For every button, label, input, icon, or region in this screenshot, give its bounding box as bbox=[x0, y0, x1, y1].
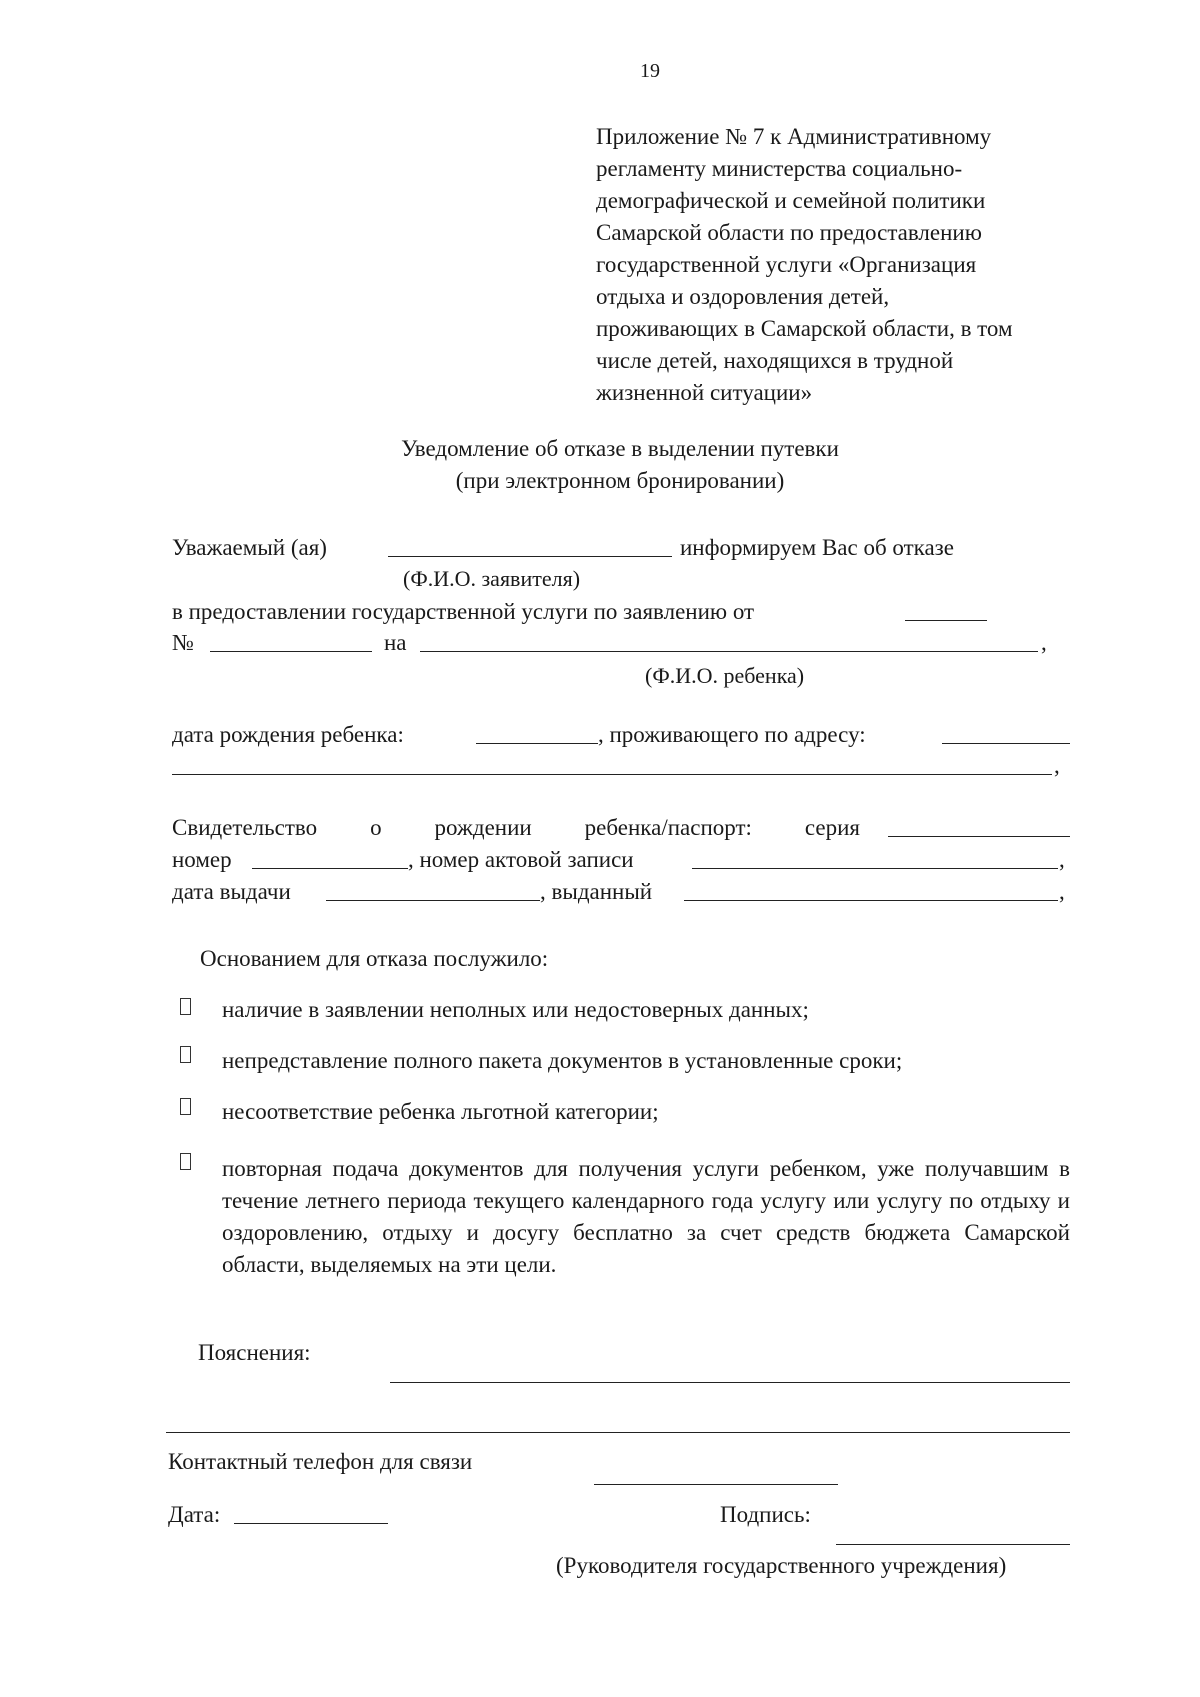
signature-field[interactable] bbox=[836, 1544, 1070, 1545]
number-label: номер bbox=[172, 847, 232, 872]
comma: , bbox=[1059, 879, 1065, 904]
date-field[interactable] bbox=[234, 1523, 388, 1524]
certificate-label bbox=[172, 813, 860, 843]
address-field-continuation[interactable] bbox=[172, 774, 1052, 775]
comma: , bbox=[1041, 630, 1047, 655]
appendix-header bbox=[596, 121, 1126, 409]
document-subtitle: (при электронном бронировании) bbox=[455, 468, 785, 493]
reason-text: несоответствие ребенка льготной категории; bbox=[222, 1099, 659, 1124]
issued-by-field[interactable] bbox=[684, 900, 1058, 901]
issue-date-field[interactable] bbox=[326, 900, 540, 901]
birth-date-label: дата рождения ребенка: bbox=[172, 722, 404, 747]
explanations-label: Пояснения: bbox=[198, 1340, 311, 1365]
explanations-field-continuation[interactable] bbox=[166, 1432, 1070, 1433]
document-number-field[interactable] bbox=[252, 868, 408, 869]
certificate-word: Свидетельство bbox=[172, 815, 318, 840]
reason-checkbox[interactable] bbox=[180, 1153, 191, 1170]
record-label: , номер актовой записи bbox=[408, 847, 634, 872]
certificate-word: рождении bbox=[434, 815, 532, 840]
application-number-field[interactable] bbox=[210, 651, 372, 652]
child-caption: (Ф.И.О. ребенка) bbox=[645, 663, 805, 688]
appendix-line: Самарской области по предоставлению bbox=[596, 220, 982, 245]
date-label: Дата: bbox=[168, 1502, 221, 1527]
appendix-line: проживающих в Самарской области, в том bbox=[596, 316, 1013, 341]
birth-date-field[interactable] bbox=[476, 743, 598, 744]
appendix-line: числе детей, находящихся в трудной bbox=[596, 348, 954, 373]
document-title: Уведомление об отказе в выделении путевки bbox=[401, 436, 839, 461]
number-sign: № bbox=[172, 630, 194, 655]
applicant-name-field[interactable] bbox=[388, 556, 672, 557]
comma: , bbox=[1059, 847, 1065, 872]
appendix-line: Приложение № 7 к Административному bbox=[596, 124, 992, 149]
contact-label: Контактный телефон для связи bbox=[168, 1449, 473, 1474]
contact-phone-field[interactable] bbox=[594, 1484, 838, 1485]
grounds-heading: Основанием для отказа послужило: bbox=[200, 946, 549, 971]
address-label: , проживающего по адресу: bbox=[598, 722, 866, 747]
appendix-line: демографической и семейной политики bbox=[596, 188, 986, 213]
application-date-field[interactable] bbox=[905, 620, 987, 621]
reason-text: наличие в заявлении неполных или недостоверных данных; bbox=[222, 997, 809, 1022]
issued-by-label: , выданный bbox=[540, 879, 653, 904]
issue-date-label: дата выдачи bbox=[172, 879, 291, 904]
explanations-field[interactable] bbox=[390, 1382, 1070, 1383]
service-text: в предоставлении государственной услуги по заявлению от bbox=[172, 599, 755, 624]
certificate-word: серия bbox=[804, 815, 860, 840]
reason-text: непредставление полного пакета документов в установленные сроки; bbox=[222, 1048, 903, 1073]
reason-text: повторная подача документов для получения услуги ребенком, уже получавшим в течение летнего периода текущего календарного года услугу или услугу по отдыху и оздоровлению, отдыху и досугу бесплатно за счет средств бюджета Самарской области, выделяемых на эти цели. bbox=[222, 1156, 1070, 1277]
address-field[interactable] bbox=[942, 743, 1070, 744]
dear-label: Уважаемый (ая) bbox=[172, 535, 327, 560]
reason-checkbox[interactable] bbox=[180, 1046, 191, 1063]
applicant-caption: (Ф.И.О. заявителя) bbox=[403, 566, 581, 591]
appendix-line: жизненной ситуации» bbox=[596, 380, 813, 405]
appendix-line: отдыха и оздоровления детей, bbox=[596, 284, 890, 309]
certificate-word: ребенка/паспорт: bbox=[584, 815, 752, 840]
page-number: 19 bbox=[640, 60, 660, 82]
series-field[interactable] bbox=[888, 836, 1070, 837]
on-text: на bbox=[384, 630, 407, 655]
signature-label: Подпись: bbox=[720, 1502, 811, 1527]
child-name-field[interactable] bbox=[420, 651, 1038, 652]
reason-checkbox[interactable] bbox=[180, 1098, 191, 1115]
comma: , bbox=[1054, 753, 1060, 778]
record-number-field[interactable] bbox=[692, 868, 1058, 869]
signature-caption: (Руководителя государственного учреждения) bbox=[556, 1553, 1007, 1578]
appendix-line: государственной услуги «Организация bbox=[596, 252, 977, 277]
inform-text: информируем Вас об отказе bbox=[680, 535, 954, 560]
appendix-line: регламенту министерства социально- bbox=[596, 156, 963, 181]
reason-checkbox[interactable] bbox=[180, 998, 191, 1015]
certificate-word: о bbox=[370, 815, 382, 840]
